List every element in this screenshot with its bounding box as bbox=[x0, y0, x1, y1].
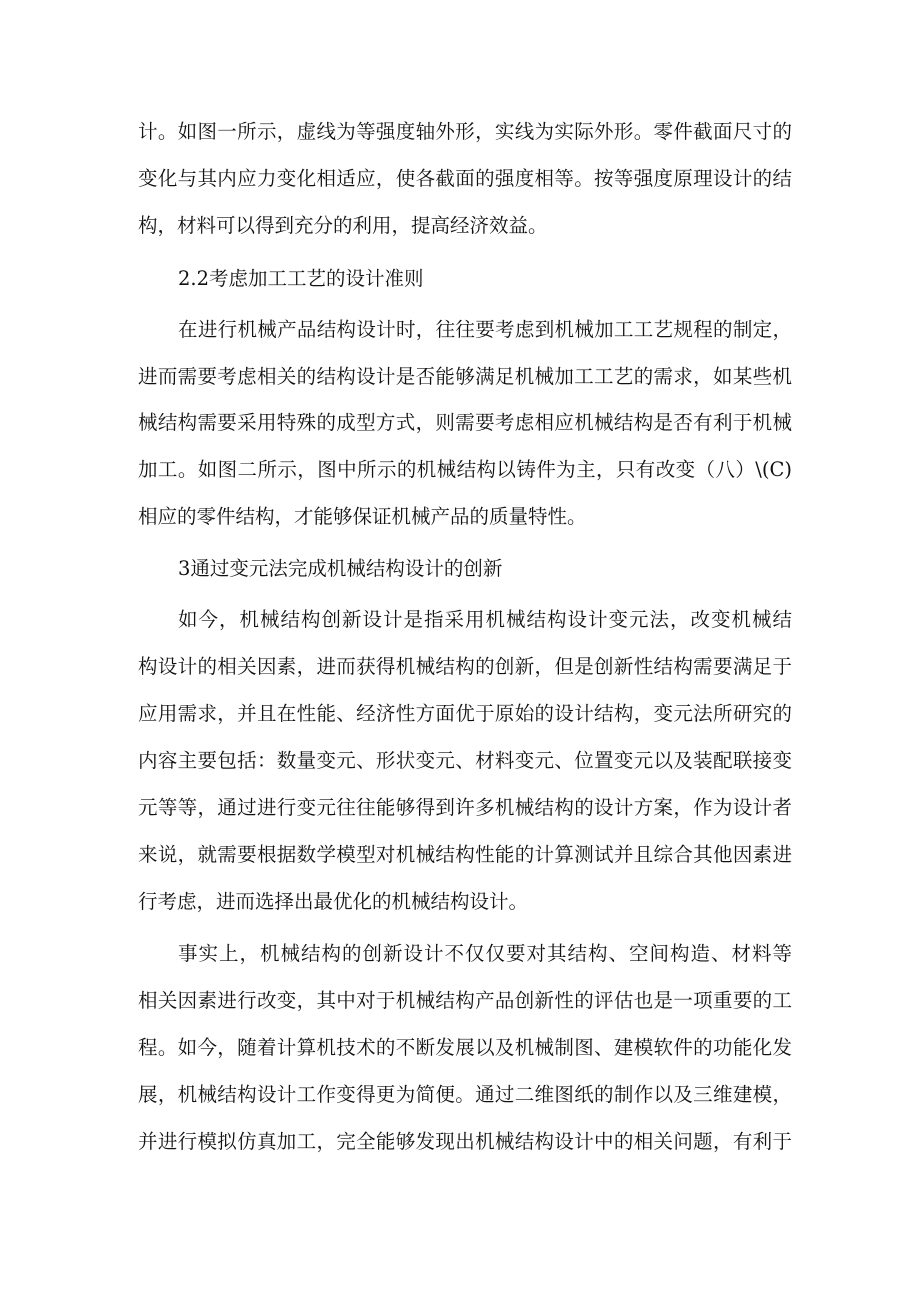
paragraph-3-line-7: 行考虑，进而选择出最优化的机械结构设计。 bbox=[138, 890, 529, 913]
paragraph-4-line-4: 展，机械结构设计工作变得更为简便。通过二维图纸的制作以及三维建模， bbox=[138, 1083, 792, 1106]
section-heading-2-2: 2.2考虑加工工艺的设计准则 bbox=[178, 267, 424, 290]
paragraph-2-line-3: 械结构需要采用特殊的成型方式，则需要考虑相应机械结构是否有利于机械 bbox=[138, 411, 792, 434]
paragraph-1-line-2: 变化与其内应力变化相适应，使各截面的强度相等。按等强度原理设计的结 bbox=[138, 167, 792, 190]
paragraph-2-line-5: 相应的零件结构，才能够保证机械产品的质量特性。 bbox=[138, 505, 587, 528]
paragraph-1-line-3: 构，材料可以得到充分的利用，提高经济效益。 bbox=[138, 214, 548, 237]
paragraph-4-line-1: 事实上，机械结构的创新设计不仅仅要对其结构、空间构造、材料等 bbox=[178, 942, 792, 965]
paragraph-2-line-2: 进而需要考虑相关的结构设计是否能够满足机械加工工艺的需求，如某些机 bbox=[138, 365, 792, 388]
paragraph-4-line-2: 相关因素进行改变，其中对于机械结构产品创新性的评估也是一项重要的工 bbox=[138, 989, 792, 1012]
paragraph-3-line-6: 来说，就需要根据数学模型对机械结构性能的计算测试并且综合其他因素进 bbox=[138, 843, 792, 866]
paragraph-3-line-5: 元等等，通过进行变元往往能够得到许多机械结构的设计方案，作为设计者 bbox=[138, 796, 792, 819]
section-heading-3: 3通过变元法完成机械结构设计的创新 bbox=[178, 557, 503, 580]
paragraph-3-line-2: 构设计的相关因素，进而获得机械结构的创新，但是创新性结构需要满足于 bbox=[138, 655, 792, 678]
paragraph-3-line-4: 内容主要包括：数量变元、形状变元、材料变元、位置变元以及装配联接变 bbox=[138, 749, 792, 772]
paragraph-4-line-5: 并进行模拟仿真加工，完全能够发现出机械结构设计中的相关问题，有利于 bbox=[138, 1130, 792, 1153]
paragraph-4-line-3: 程。如今，随着计算机技术的不断发展以及机械制图、建模软件的功能化发 bbox=[138, 1036, 792, 1059]
paragraph-3-line-3: 应用需求，并且在性能、经济性方面优于原始的设计结构，变元法所研究的 bbox=[138, 702, 792, 725]
paragraph-2-line-1: 在进行机械产品结构设计时，往往要考虑到机械加工工艺规程的制定， bbox=[178, 318, 792, 341]
paragraph-3-line-1: 如今，机械结构创新设计是指采用机械结构设计变元法，改变机械结 bbox=[178, 608, 792, 631]
paragraph-2-line-4: 加工。如图二所示，图中所示的机械结构以铸件为主，只有改变（八）\(C) bbox=[138, 458, 792, 481]
paragraph-1-line-1: 计。如图一所示，虚线为等强度轴外形，实线为实际外形。零件截面尺寸的 bbox=[138, 120, 792, 143]
